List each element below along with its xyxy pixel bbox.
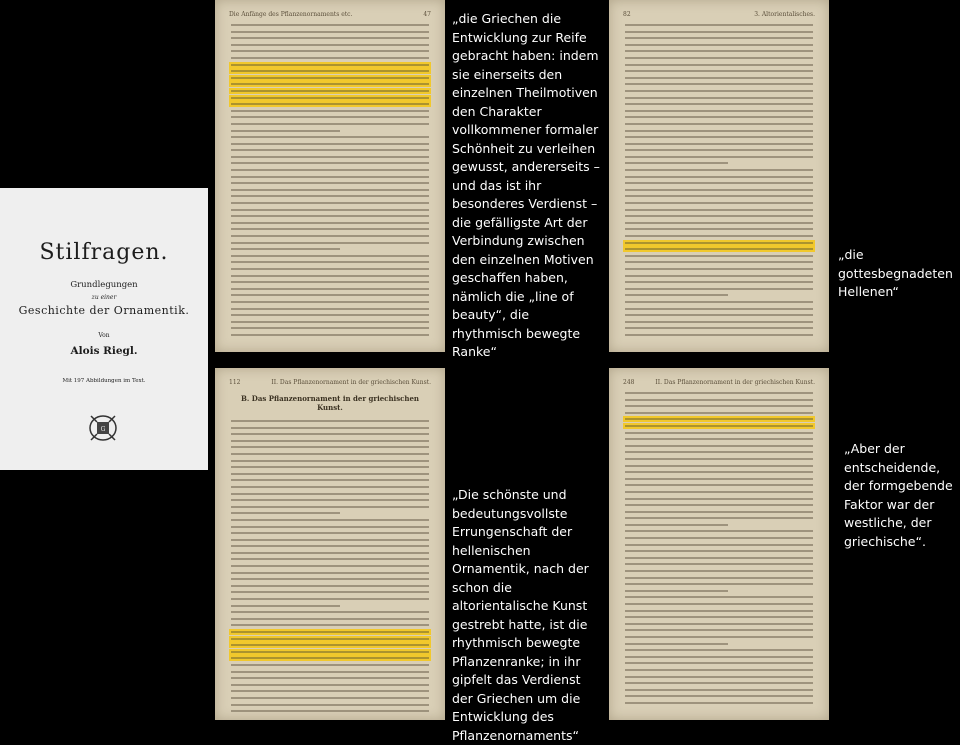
text-line (625, 689, 813, 691)
text-line (625, 517, 813, 519)
text-line (231, 176, 429, 178)
cover-illustrations: Mit 197 Abbildungen im Text. (62, 378, 146, 384)
text-line (625, 438, 813, 440)
text-line (231, 327, 429, 329)
text-line (231, 486, 429, 488)
book-page-112 (215, 368, 445, 720)
text-line (625, 563, 813, 565)
text-line (231, 591, 429, 593)
text-line (231, 499, 429, 501)
quote-hellenen: „die gottesbegnadeten Hellenen“ (838, 247, 953, 299)
text-line (231, 334, 429, 336)
cover-subtitle-line2: zu einer (91, 294, 117, 301)
text-line (231, 605, 340, 607)
text-line (231, 578, 429, 580)
text-line (625, 643, 728, 645)
text-line (625, 90, 813, 92)
text-line (625, 590, 728, 592)
cover-title: Stilfragen. (39, 240, 169, 265)
text-line (625, 445, 813, 447)
cover-by: Von (98, 332, 110, 339)
text-line (231, 228, 429, 230)
text-line (231, 123, 429, 125)
text-line (231, 275, 429, 277)
text-line (231, 657, 429, 659)
section-heading: B. Das Pflanzenornament in der griechischen Kunst. (240, 394, 420, 412)
text-line (625, 504, 813, 506)
text-line (231, 690, 429, 692)
text-line (231, 651, 429, 653)
text-line (231, 433, 429, 435)
text-line (625, 176, 813, 178)
text-line (231, 242, 429, 244)
text-line (231, 209, 429, 211)
text-line (625, 524, 728, 526)
text-line (625, 228, 813, 230)
text-line (625, 596, 813, 598)
text-line (231, 169, 429, 171)
text-line (625, 156, 813, 158)
text-line (625, 255, 813, 257)
book-page-248 (609, 368, 829, 720)
text-line (231, 57, 429, 59)
text-line (231, 255, 429, 257)
text-line (231, 195, 429, 197)
text-line (625, 235, 813, 237)
svg-text:G: G (100, 426, 106, 433)
text-line (231, 235, 429, 237)
text-line (231, 90, 429, 92)
text-line (231, 572, 429, 574)
text-line (625, 50, 813, 52)
text-line (231, 156, 429, 158)
text-line (625, 281, 813, 283)
text-line (625, 511, 813, 513)
book-page-82 (609, 0, 829, 352)
text-line (231, 202, 429, 204)
text-line (231, 288, 429, 290)
text-line (625, 577, 813, 579)
text-line (625, 557, 813, 559)
text-line (625, 682, 813, 684)
text-line (625, 616, 813, 618)
page-running-title: Die Anfänge des Pflanzenornaments etc. (229, 10, 353, 18)
text-line (625, 465, 813, 467)
text-line (231, 618, 429, 620)
text-line (231, 182, 429, 184)
text-line (625, 623, 813, 625)
text-line (231, 493, 429, 495)
text-line (625, 405, 813, 407)
text-line (231, 506, 429, 508)
text-line (625, 583, 813, 585)
text-line (625, 57, 813, 59)
text-line (231, 532, 429, 534)
text-line (625, 570, 813, 572)
page-text-block (231, 24, 429, 341)
page-number: 112 (229, 378, 241, 386)
text-line (625, 162, 728, 164)
text-line (231, 248, 340, 250)
text-line (231, 64, 429, 66)
text-line (231, 631, 429, 633)
text-line (231, 308, 429, 310)
text-line (625, 195, 813, 197)
page-header (229, 376, 431, 388)
text-line (625, 471, 813, 473)
text-line (231, 638, 429, 640)
text-line (625, 498, 813, 500)
text-line (231, 539, 429, 541)
cover-subtitle-line3: Geschichte der Ornamentik. (18, 304, 190, 317)
text-line (625, 202, 813, 204)
text-line (231, 466, 429, 468)
page-text-block (625, 392, 813, 709)
quote-griechische-faktor: „Aber der entscheidende, der formgebende Faktor war der westliche, der griechische“. (844, 441, 953, 549)
text-line (231, 704, 429, 706)
text-line (625, 248, 813, 250)
text-line (231, 552, 429, 554)
text-line (231, 70, 429, 72)
text-line (231, 585, 429, 587)
text-line (231, 321, 429, 323)
text-line (625, 83, 813, 85)
quote-line-of-beauty: „die Griechen die Entwicklung zur Reife gebracht haben: indem sie einerseits den einzelnen Theilmotiven den Charakter vollkommener formaler Schönheit zu verleihen gewusst, andererseits – und das ist ihr besonderes Verdienst – die gefälligste Art der Verbindung zwischen den einzelnen Motiven geschaffen haben, nämlich die „line of beauty“, die rhythmisch bewegte Ranke“ (452, 11, 600, 359)
text-line (231, 460, 429, 462)
text-line (231, 37, 429, 39)
text-line (625, 399, 813, 401)
text-line (625, 656, 813, 658)
text-line (625, 149, 813, 151)
text-line (231, 598, 429, 600)
text-line (231, 512, 340, 514)
text-line (231, 440, 429, 442)
text-line (231, 116, 429, 118)
text-line (231, 314, 429, 316)
text-line (625, 676, 813, 678)
text-line (231, 97, 429, 99)
text-line (625, 110, 813, 112)
text-line (625, 321, 813, 323)
text-line (625, 64, 813, 66)
text-line (625, 268, 813, 270)
text-line (625, 662, 813, 664)
text-line (625, 70, 813, 72)
cover-author: Alois Riegl. (70, 345, 138, 357)
text-line (231, 684, 429, 686)
text-line (625, 37, 813, 39)
text-line (231, 545, 429, 547)
text-line (625, 530, 813, 532)
publisher-emblem-icon (85, 410, 121, 444)
text-line (231, 479, 429, 481)
page-number: 82 (623, 10, 631, 18)
text-line (625, 123, 813, 125)
text-line (231, 611, 429, 613)
text-line (625, 97, 813, 99)
page-text-block (625, 24, 813, 341)
text-line (231, 24, 429, 26)
text-line (231, 453, 429, 455)
text-line (625, 695, 813, 697)
text-line (231, 162, 429, 164)
text-line (625, 425, 813, 427)
page-header (623, 376, 815, 388)
text-line (231, 83, 429, 85)
text-line (625, 77, 813, 79)
text-line (625, 491, 813, 493)
text-line (231, 677, 429, 679)
book-page-47 (215, 0, 445, 352)
text-line (625, 603, 813, 605)
text-line (231, 624, 429, 626)
text-line (625, 412, 813, 414)
text-line (231, 149, 429, 151)
page-number: 47 (423, 10, 431, 18)
text-line (625, 242, 813, 244)
text-line (231, 473, 429, 475)
text-line (625, 458, 813, 460)
page-text-block (231, 390, 429, 717)
text-line (625, 451, 813, 453)
text-line (625, 261, 813, 263)
text-line (625, 537, 813, 539)
text-line (231, 664, 429, 666)
text-line (625, 484, 813, 486)
text-line (231, 50, 429, 52)
text-line (625, 432, 813, 434)
text-line (625, 288, 813, 290)
text-line (625, 143, 813, 145)
text-line (231, 301, 429, 303)
page-header (623, 8, 815, 20)
text-line (231, 222, 429, 224)
text-line (231, 671, 429, 673)
text-line (231, 143, 429, 145)
text-line (625, 702, 813, 704)
text-line (625, 182, 813, 184)
text-line (231, 189, 429, 191)
text-line (231, 31, 429, 33)
text-line (625, 103, 813, 105)
text-line (625, 116, 813, 118)
text-line (625, 314, 813, 316)
text-line (231, 519, 429, 521)
text-line (625, 478, 813, 480)
text-line (231, 697, 429, 699)
text-line (231, 110, 429, 112)
text-line (625, 209, 813, 211)
text-line (625, 629, 813, 631)
text-line (625, 130, 813, 132)
text-line (625, 136, 813, 138)
text-line (231, 281, 429, 283)
text-line (625, 189, 813, 191)
book-cover (0, 188, 208, 470)
text-line (625, 275, 813, 277)
text-line (625, 308, 813, 310)
text-line (625, 636, 813, 638)
text-line (625, 327, 813, 329)
text-line (625, 334, 813, 336)
page-running-title: 3. Altorientalisches. (754, 10, 815, 18)
quote-pflanzenranke: „Die schönste und bedeutungsvollste Errungenschaft der hellenischen Ornamentik, nach der schon die altorientalische Kunst gestrebt hatte, ist die rhythmisch bewegte Pflanzenranke; in ihr gipfelt das Verdienst der Griechen um die Entwicklung des Pflanzenornaments“ (452, 487, 589, 743)
text-line (625, 24, 813, 26)
text-line (231, 130, 340, 132)
text-line (625, 169, 813, 171)
text-line (625, 294, 728, 296)
text-line (231, 215, 429, 217)
page-number: 248 (623, 378, 635, 386)
text-line (625, 418, 813, 420)
page-header (229, 8, 431, 20)
text-line (625, 31, 813, 33)
text-line (625, 301, 813, 303)
text-line (231, 558, 429, 560)
text-line (625, 222, 813, 224)
text-line (231, 710, 429, 712)
cover-subtitle-line1: Grundlegungen (70, 280, 138, 290)
text-line (231, 103, 429, 105)
text-line (231, 644, 429, 646)
text-line (231, 268, 429, 270)
text-line (625, 215, 813, 217)
text-line (625, 544, 813, 546)
text-line (625, 649, 813, 651)
text-line (231, 526, 429, 528)
text-line (231, 136, 429, 138)
text-line (231, 44, 429, 46)
text-line (231, 565, 429, 567)
text-line (231, 261, 429, 263)
text-line (231, 294, 429, 296)
page-running-title: II. Das Pflanzenornament in der griechischen Kunst. (271, 378, 431, 386)
text-line (231, 420, 429, 422)
text-line (625, 550, 813, 552)
text-line (625, 392, 813, 394)
text-line (625, 610, 813, 612)
text-line (231, 427, 429, 429)
text-line (625, 669, 813, 671)
text-line (625, 44, 813, 46)
text-line (231, 446, 429, 448)
text-line (231, 77, 429, 79)
page-running-title: II. Das Pflanzenornament in der griechischen Kunst. (655, 378, 815, 386)
